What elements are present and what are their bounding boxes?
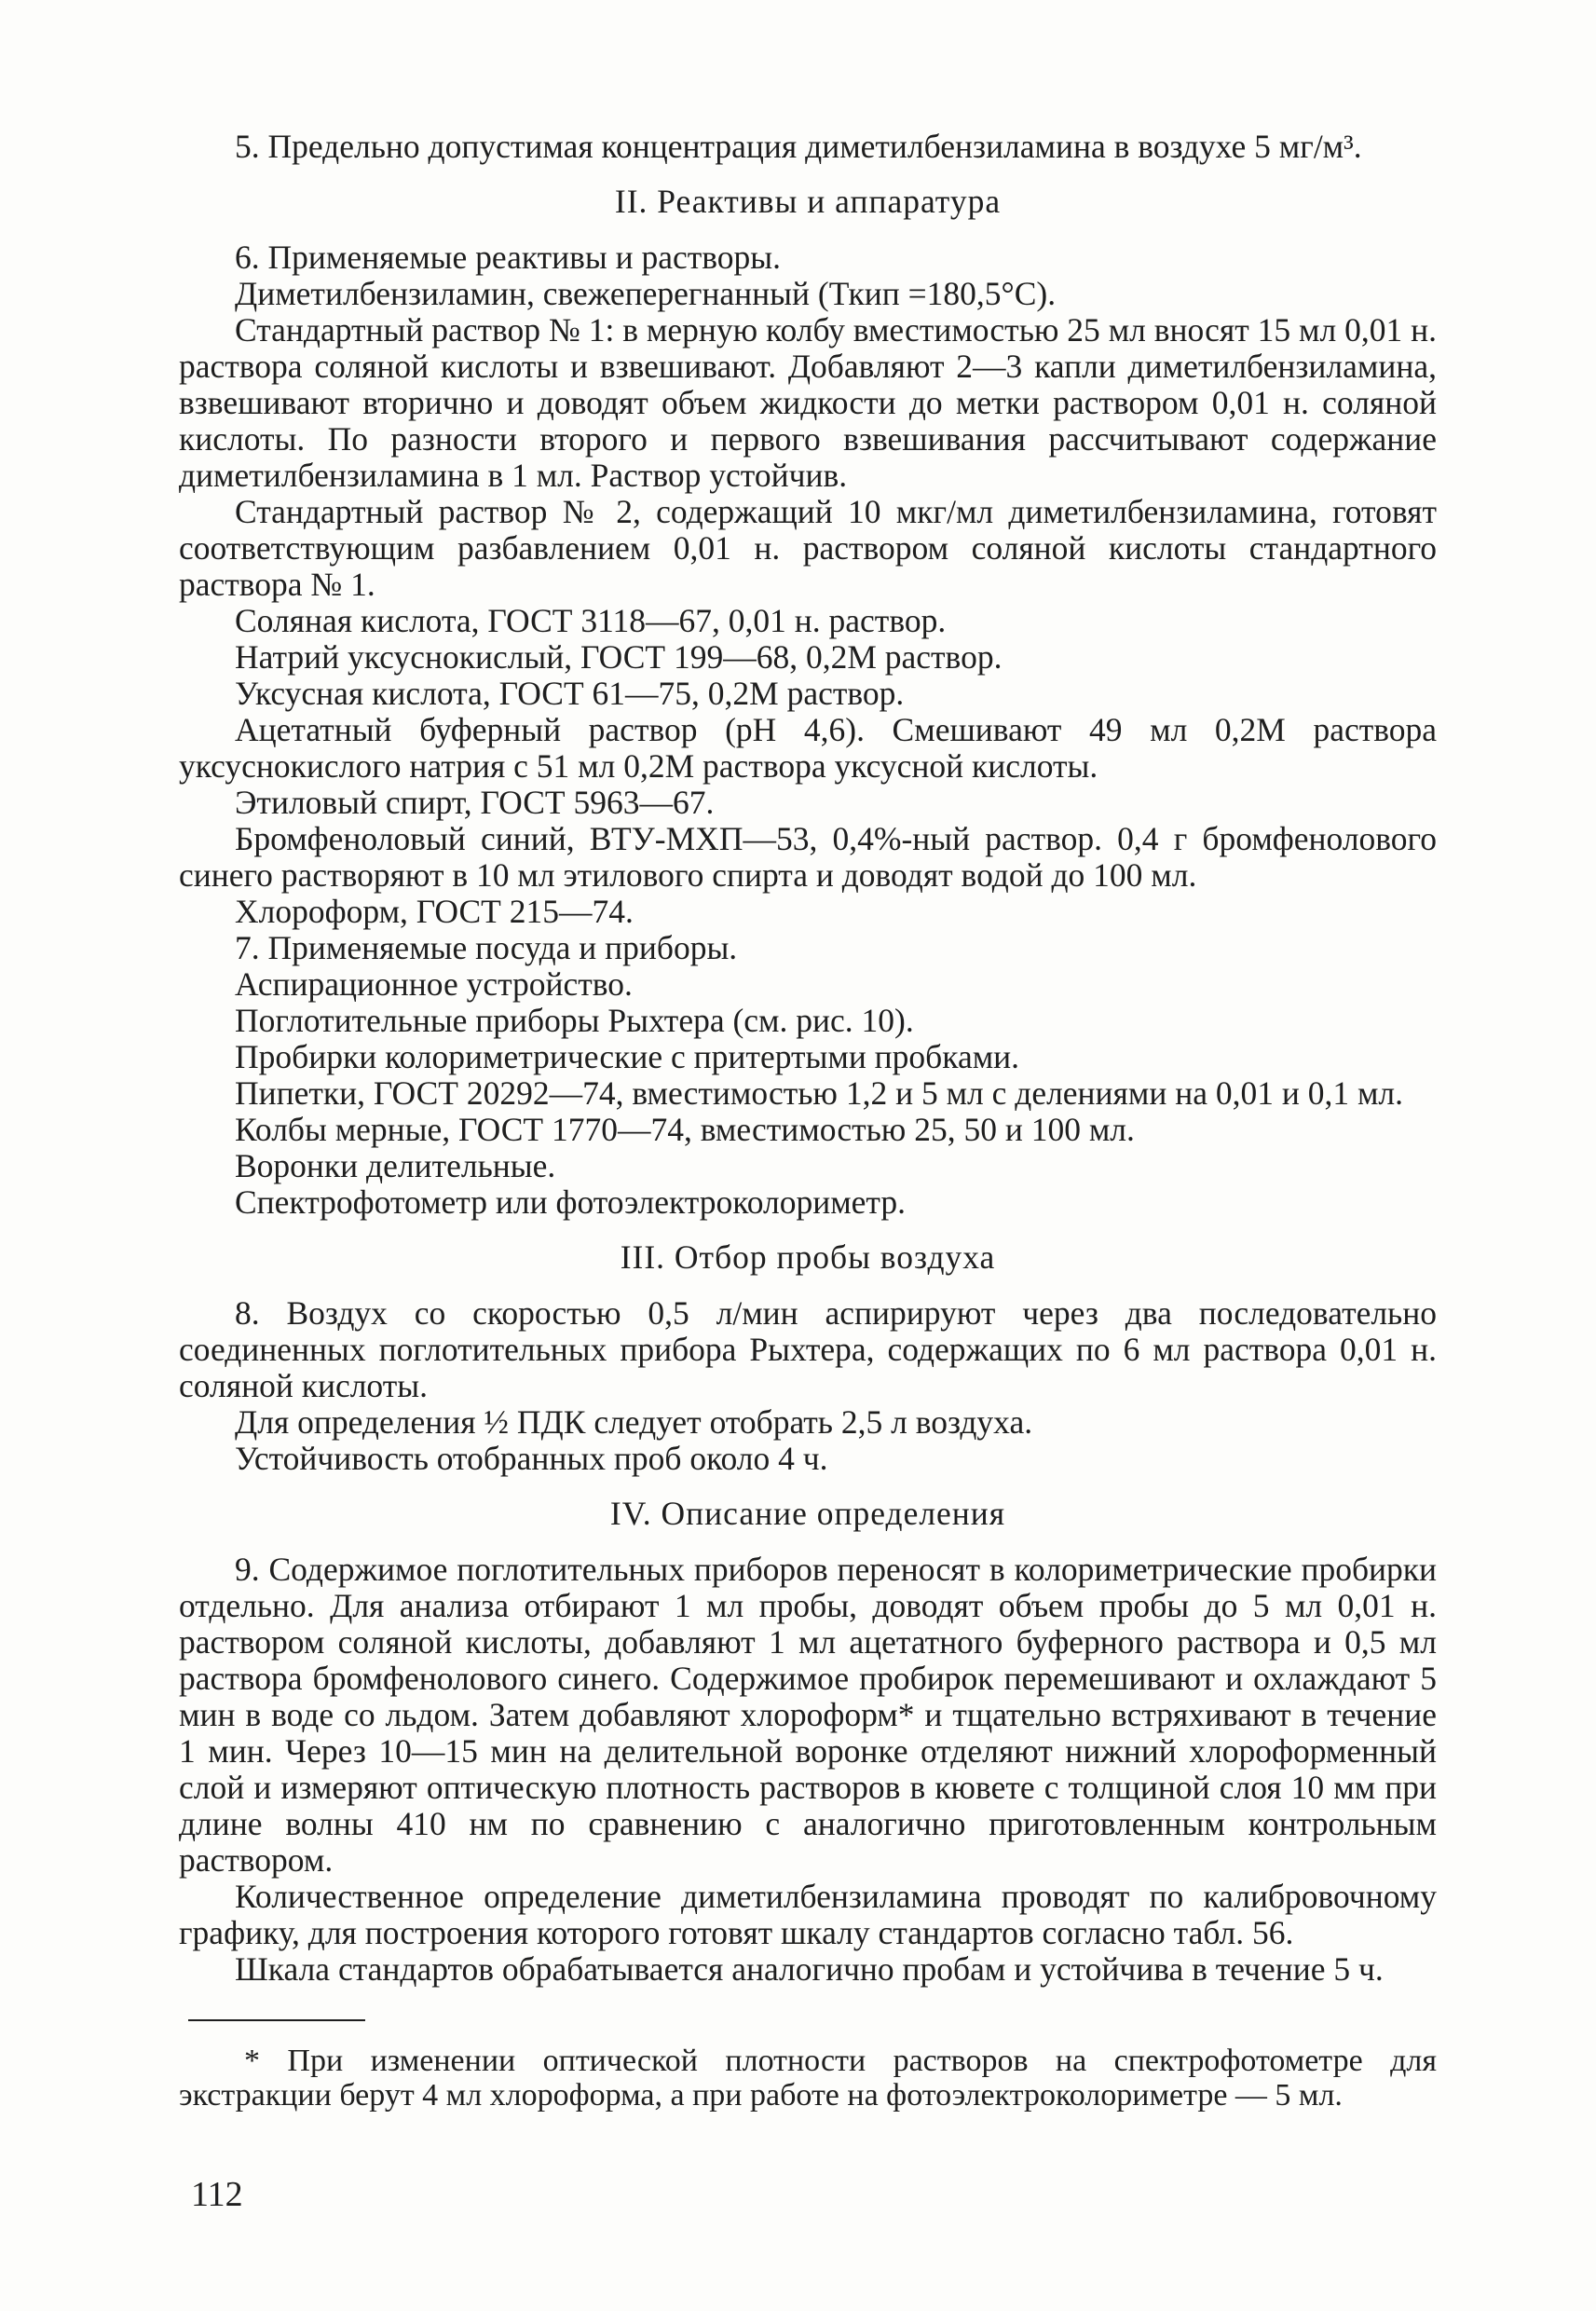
section-heading-sampling: III. Отбор пробы воздуха: [620, 1238, 996, 1276]
paragraph: Натрий уксуснокислый, ГОСТ 199—68, 0,2М раствор.: [235, 638, 1003, 676]
paragraph: Соляная кислота, ГОСТ 3118—67, 0,01 н. раствор.: [235, 602, 947, 639]
paragraph: 7. Применяемые посуда и приборы.: [235, 929, 738, 966]
paragraph: Стандартный раствор № 2, содержащий 10 мкг/мл диметилбензиламина, готовят соответствующим разбавлением 0,01 н. раствором соляной кислоты стандартного раствора № 1.: [179, 493, 1437, 603]
section-heading-procedure: IV. Описание определения: [609, 1495, 1006, 1532]
page-number: 112: [191, 2175, 243, 2214]
paragraph: Колбы мерные, ГОСТ 1770—74, вместимостью 25, 50 и 100 мл.: [235, 1111, 1135, 1148]
paragraph: Пипетки, ГОСТ 20292—74, вместимостью 1,2 и 5 мл с делениями на 0,01 и 0,1 мл.: [235, 1074, 1404, 1112]
paragraph: Бромфеноловый синий, ВТУ-МХП—53, 0,4%-ный раствор. 0,4 г бромфенолового синего растворяют в 10 мл этилового спирта и доводят водой до 100 мл.: [179, 820, 1437, 894]
paragraph: Стандартный раствор № 1: в мерную колбу вместимостью 25 мл вносят 15 мл 0,01 н. раствора соляной кислоты и взвешивают. Добавляют 2—3 капли диметилбензиламина, взвешивают вторично и доводят объем жидкости до метки раствором 0,01 н. соляной кислоты. По разности второго и первого взвешивания рассчитывают содержание диметилбензиламина в 1 мл. Раствор устойчив.: [179, 311, 1437, 494]
footnote: * При изменении оптической плотности растворов на спектрофотометре для экстракции берут 4 мл хлороформа, а при работе на фотоэлектроколориметре — 5 мл.: [179, 2044, 1437, 2113]
paragraph: Аспирационное устройство.: [235, 965, 633, 1003]
paragraph: Устойчивость отобранных проб около 4 ч.: [235, 1440, 828, 1477]
paragraph: Этиловый спирт, ГОСТ 5963—67.: [235, 784, 715, 821]
paragraph: Для определения ½ ПДК следует отобрать 2,5 л воздуха.: [235, 1403, 1033, 1441]
paragraph: Поглотительные приборы Рыхтера (см. рис. 10).: [235, 1002, 914, 1039]
paragraph: Шкала стандартов обрабатывается аналогично пробам и устойчива в течение 5 ч.: [235, 1950, 1384, 1988]
paragraph: Диметилбензиламин, свежеперегнанный (Ткип =180,5°С).: [235, 275, 1057, 312]
paragraph: Ацетатный буферный раствор (pH 4,6). Смешивают 49 мл 0,2М раствора уксуснокислого натрия с 51 мл 0,2М раствора уксусной кислоты.: [179, 711, 1437, 785]
paragraph: Воронки делительные.: [235, 1147, 556, 1184]
paragraph: 6. Применяемые реактивы и растворы.: [235, 239, 782, 276]
text-column: [179, 129, 1437, 2113]
section-heading-reagents: II. Реактивы и аппаратура: [614, 183, 1002, 220]
paragraph: Спектрофотометр или фотоэлектроколориметр.: [235, 1183, 906, 1221]
paragraph: Хлороформ, ГОСТ 215—74.: [235, 893, 634, 930]
paragraph: Уксусная кислота, ГОСТ 61—75, 0,2М раствор.: [235, 675, 905, 712]
paragraph: 8. Воздух со скоростью 0,5 л/мин аспирируют через два последовательно соединенных поглотительных прибора Рыхтера, содержащих по 6 мл раствора 0,01 н. соляной кислоты.: [179, 1294, 1437, 1404]
paragraph: Количественное определение диметилбензиламина проводят по калибровочному графику, для построения которого готовят шкалу стандартов согласно табл. 56.: [179, 1878, 1437, 1951]
paragraph: Пробирки колориметрические с притертыми пробками.: [235, 1038, 1020, 1075]
paragraph-max-concentration: 5. Предельно допустимая концентрация диметилбензиламина в воздухе 5 мг/м³.: [235, 128, 1362, 165]
footnote-divider: [188, 2019, 365, 2021]
paragraph: 9. Содержимое поглотительных приборов переносят в колориметрические пробирки отдельно. Для анализа отбирают 1 мл пробы, доводят объем пробы до 5 мл 0,01 н. раствором соляной кислоты, добавляют 1 мл ацетатного буферного раствора и 0,5 мл раствора бромфенолового синего. Содержимое пробирок перемешивают и охлаждают 5 мин в воде со льдом. Затем добавляют хлороформ* и тщательно встряхивают в течение 1 мин. Через 10—15 мин на делительной воронке отделяют нижний хлороформенный слой и измеряют оптическую плотность растворов в кювете с толщиной слоя 10 мм при длине волны 410 нм по сравнению с аналогично приготовленным контрольным раствором.: [179, 1551, 1437, 1879]
